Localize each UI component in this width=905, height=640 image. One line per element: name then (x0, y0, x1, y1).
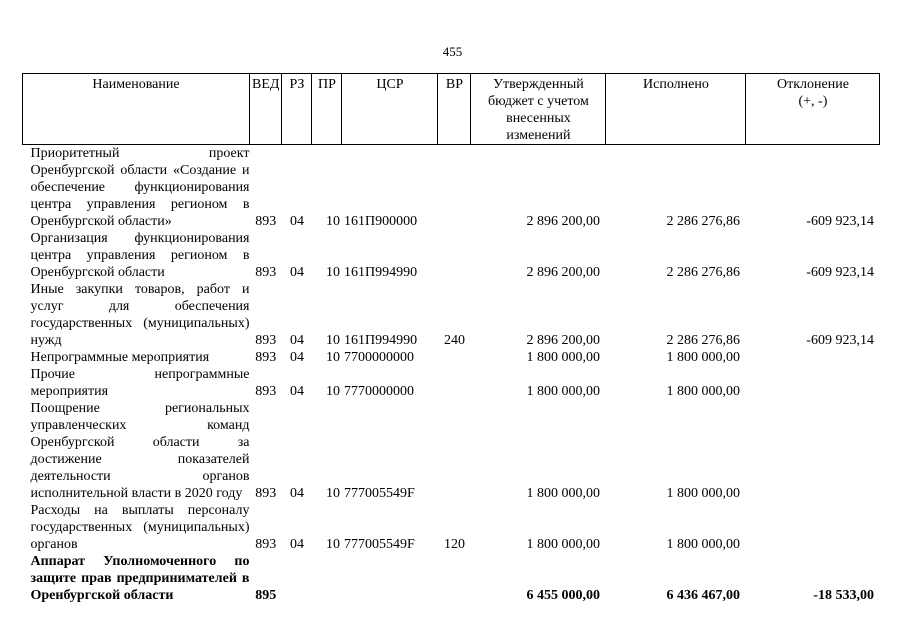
row-ved: 893 (255, 537, 277, 552)
row-approved: 2 896 200,00 (526, 265, 600, 280)
row-name: Иные закупки товаров, работ и услуг для обеспечения государственных (муниципальных) нужд (30, 282, 250, 348)
row-approved: 1 800 000,00 (526, 537, 600, 552)
row-rz: 04 (289, 333, 304, 348)
row-pr: 10 (325, 537, 340, 552)
row-name: Приоритетный проект Оренбургской области «Создание и обеспечение функционирования центра управления регионом в Оренбургской области» (30, 146, 250, 229)
row-pr: 10 (325, 350, 340, 365)
row-rz (282, 553, 312, 604)
row-rz: 04 (289, 486, 304, 501)
table-row (23, 281, 880, 349)
row-executed: 1 800 000,00 (666, 486, 740, 501)
header-ved: ВЕД (250, 74, 282, 145)
row-executed: 1 800 000,00 (666, 384, 740, 399)
row-rz: 04 (289, 384, 304, 399)
table-body (23, 145, 880, 605)
row-approved: 2 896 200,00 (526, 333, 600, 348)
table-header-row (23, 74, 880, 145)
row-deviation: -18 533,00 (813, 588, 874, 603)
row-vr (438, 145, 471, 231)
row-ved: 893 (255, 350, 277, 365)
table-row (23, 502, 880, 553)
row-csr: 161П994990 (343, 265, 418, 280)
row-ved: 893 (255, 333, 277, 348)
row-deviation: -609 923,14 (806, 333, 874, 348)
table-row (23, 349, 880, 366)
row-name: Прочие непрограммные мероприятия (30, 367, 250, 399)
header-csr: ЦСР (342, 74, 438, 145)
row-ved: 893 (255, 265, 277, 280)
row-approved: 1 800 000,00 (526, 486, 600, 501)
row-name: Организация функционирования центра управления регионом в Оренбургской области (30, 231, 250, 280)
page-number: 455 (442, 44, 463, 59)
row-deviation: -609 923,14 (806, 214, 874, 229)
row-deviation (746, 349, 880, 366)
row-pr: 10 (325, 214, 340, 229)
row-pr: 10 (325, 333, 340, 348)
row-rz: 04 (289, 350, 304, 365)
row-rz: 04 (289, 265, 304, 280)
row-executed: 2 286 276,86 (666, 214, 740, 229)
row-name: Непрограммные мероприятия (30, 350, 210, 365)
row-pr (312, 553, 342, 604)
row-deviation (746, 366, 880, 400)
row-vr: 240 (443, 333, 465, 348)
row-approved: 1 800 000,00 (526, 350, 600, 365)
row-vr (438, 230, 471, 281)
row-vr (438, 553, 471, 604)
table-row (23, 366, 880, 400)
row-approved: 1 800 000,00 (526, 384, 600, 399)
budget-table (22, 73, 880, 604)
row-name: Аппарат Уполномоченного по защите прав предпринимателей в Оренбургской области (30, 554, 250, 603)
row-csr: 7770000000 (343, 384, 414, 399)
row-executed: 1 800 000,00 (666, 537, 740, 552)
row-executed: 6 436 467,00 (666, 588, 740, 603)
row-vr (438, 400, 471, 502)
row-rz: 04 (289, 214, 304, 229)
row-ved: 893 (255, 214, 277, 229)
row-vr (438, 349, 471, 366)
row-ved: 895 (255, 588, 277, 603)
row-pr: 10 (325, 486, 340, 501)
row-deviation (746, 400, 880, 502)
row-name: Расходы на выплаты персоналу государственных (муниципальных) органов (30, 503, 250, 552)
row-csr: 161П994990 (343, 333, 418, 348)
table-row (23, 553, 880, 604)
row-deviation (746, 502, 880, 553)
row-name: Поощрение региональных управленческих команд Оренбургской области за достижение показателей деятельности органов исполнительной власти в 2020 году (30, 401, 250, 501)
header-name: Наименование (23, 74, 250, 145)
row-vr: 120 (443, 537, 465, 552)
row-pr: 10 (325, 265, 340, 280)
header-deviation: Отклонение (+, -) (746, 74, 880, 145)
row-executed: 2 286 276,86 (666, 333, 740, 348)
row-csr: 7700000000 (343, 350, 414, 365)
row-approved: 6 455 000,00 (526, 588, 600, 603)
row-csr (342, 553, 438, 604)
header-rz: РЗ (282, 74, 312, 145)
row-pr: 10 (325, 384, 340, 399)
row-csr: 777005549F (343, 537, 415, 552)
table-row (23, 230, 880, 281)
row-rz: 04 (289, 537, 304, 552)
row-deviation: -609 923,14 (806, 265, 874, 280)
row-ved: 893 (255, 384, 277, 399)
row-executed: 2 286 276,86 (666, 265, 740, 280)
row-vr (438, 366, 471, 400)
header-executed: Исполнено (606, 74, 746, 145)
row-executed: 1 800 000,00 (666, 350, 740, 365)
header-pr: ПР (312, 74, 342, 145)
row-ved: 893 (255, 486, 277, 501)
row-csr: 161П900000 (343, 214, 418, 229)
row-csr: 777005549F (343, 486, 415, 501)
header-approved: Утвержденный бюджет с учетом внесенных изменений (471, 74, 606, 145)
table-row (23, 145, 880, 231)
header-vr: ВР (438, 74, 471, 145)
row-approved: 2 896 200,00 (526, 214, 600, 229)
table-row (23, 400, 880, 502)
